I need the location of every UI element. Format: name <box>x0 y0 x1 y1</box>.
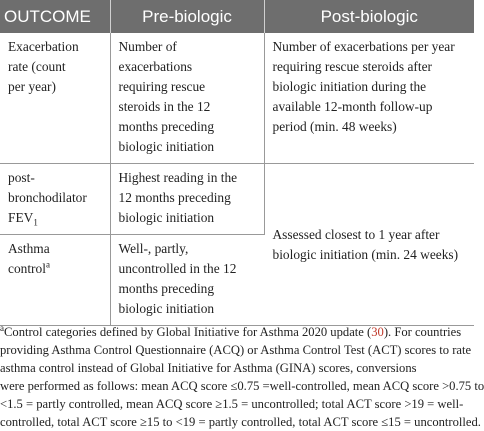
text-line: Asthma <box>8 241 50 256</box>
cell-outcome-asthma-control <box>0 235 110 326</box>
text-line: biologic initiation <box>118 301 215 316</box>
header-post-biologic: Post-biologic <box>264 0 474 33</box>
text-line: Exacerbation <box>8 39 79 54</box>
text-line: steroids in the 12 <box>118 99 211 114</box>
footnote-marker: a <box>0 322 4 333</box>
footnote-marker: a <box>45 259 50 270</box>
text-line: bronchodilator <box>8 190 87 205</box>
reference-link[interactable]: 30 <box>371 325 384 339</box>
header-pre-biologic: Pre-biologic <box>110 0 264 33</box>
text-line: requiring rescue <box>118 79 206 94</box>
text-line: months preceding <box>118 119 215 134</box>
text-line: per year) <box>8 79 56 94</box>
text-line: exacerbations <box>118 59 193 74</box>
cell-outcome-fev1 <box>0 164 110 235</box>
cell-post-merged <box>264 164 474 326</box>
table-footnote <box>0 322 484 431</box>
header-row <box>0 0 474 33</box>
footnote-line-1 <box>0 323 478 341</box>
text-line: 12 months preceding <box>118 190 231 205</box>
control-label: control <box>8 261 46 276</box>
footnote-text: ). For countries <box>383 325 462 339</box>
table-row-fev1 <box>0 164 474 235</box>
fev-subscript: 1 <box>33 217 38 228</box>
text-line: months preceding <box>118 281 215 296</box>
text-line: uncontrolled in the 12 <box>118 261 237 276</box>
text-line: Highest reading in the <box>118 170 238 185</box>
text-line: biologic initiation <box>118 210 215 225</box>
footnote-line: were performed as follows: mean ACQ score ≤0.75 =well-controlled, mean ACQ score >0.75 to <box>0 379 484 393</box>
text-line: biologic initiation <box>118 139 215 154</box>
footnote-line: controlled, total ACT score ≥15 to <19 = partly controlled, total ACT score ≤15 = uncontrolled. <box>0 415 481 429</box>
text-line: biologic initiation (min. 24 weeks) <box>272 246 459 262</box>
text-line: rate (count <box>8 59 66 74</box>
text-line: period (min. 48 weeks) <box>272 119 397 134</box>
text-line: biologic initiation during the <box>272 79 427 94</box>
footnote-line: <1.5 = partly controlled, mean ACQ score ≥1.5 = uncontrolled; total ACT score >19 = well- <box>0 397 464 411</box>
table-row-exacerbation <box>0 33 474 164</box>
text-line: Well-, partly, <box>118 241 189 256</box>
text-line: Number of <box>118 39 177 54</box>
fev-label: FEV <box>8 210 34 225</box>
header-outcome: OUTCOME <box>0 0 110 33</box>
text-line: post- <box>8 170 35 185</box>
cell-outcome-exacerbation <box>0 33 110 164</box>
text-line: requiring rescue steroids after <box>272 59 433 74</box>
cell-pre-asthma-control <box>110 235 264 326</box>
footnote-line: asthma control instead of Global Initiative for Asthma (GINA) scores, conversions <box>0 361 417 375</box>
cell-pre-exacerbation <box>110 33 264 164</box>
cell-post-exacerbation <box>264 33 474 164</box>
text-line: available 12-month follow-up <box>272 99 433 114</box>
footnote-line: providing Asthma Control Questionnaire (ACQ) or Asthma Control Test (ACT) scores to rate <box>0 343 472 357</box>
footnote-text: Control categories defined by Global Initiative for Asthma 2020 update ( <box>4 325 372 339</box>
text-line: Number of exacerbations per year <box>272 39 455 54</box>
cell-pre-fev1 <box>110 164 264 235</box>
text-line: Assessed closest to 1 year after <box>272 226 440 242</box>
